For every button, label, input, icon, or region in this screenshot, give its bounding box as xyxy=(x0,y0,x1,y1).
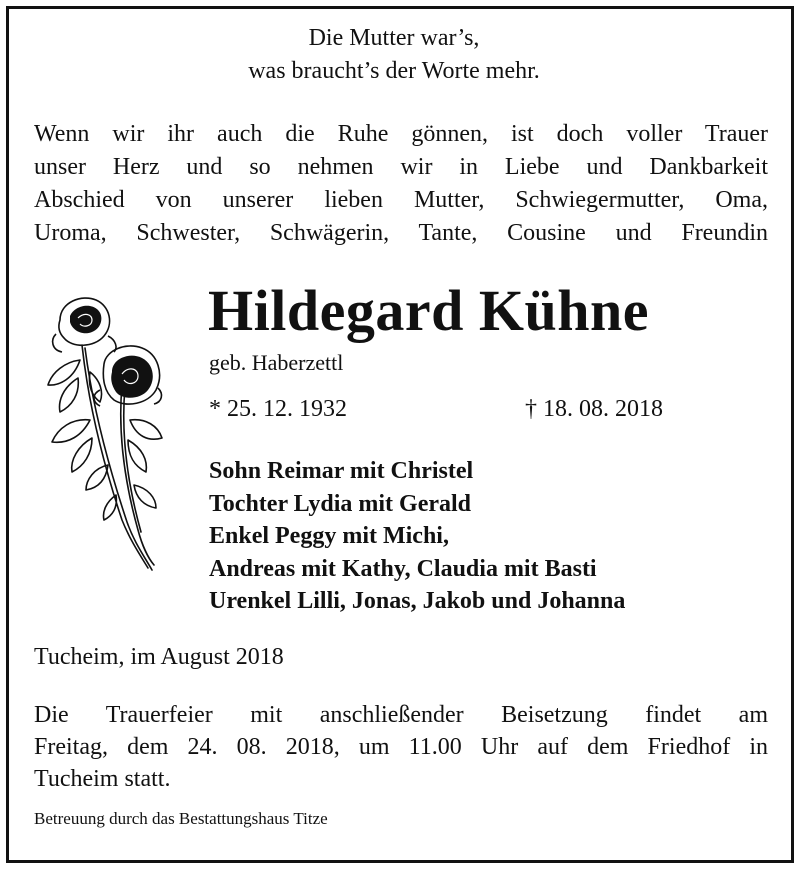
undertaker-credit: Betreuung durch das Bestattungshaus Titze xyxy=(34,809,328,828)
mourner-line: Urenkel Lilli, Jonas, Jakob und Johanna xyxy=(209,588,626,614)
mourner-line: Sohn Reimar mit Christel xyxy=(209,458,474,484)
service-line: Die Trauerfeier mit anschließender Beisetzung findet am xyxy=(34,702,768,728)
service-line: Tucheim statt. xyxy=(34,766,171,792)
funeral-service-text xyxy=(34,699,768,795)
intro-text xyxy=(34,118,768,250)
mourner-line: Enkel Peggy mit Michi, xyxy=(209,523,449,549)
intro-line: unser Herz und so nehmen wir in Liebe und Dankbarkeit xyxy=(34,154,768,180)
motto xyxy=(0,22,788,88)
motto-line-2: was braucht’s der Worte mehr. xyxy=(248,58,540,84)
rose-icon xyxy=(30,290,170,575)
intro-line: Uroma, Schwester, Schwägerin, Tante, Cousine und Freundin xyxy=(34,220,768,246)
deceased-name: Hildegard Kühne xyxy=(208,278,649,343)
mourner-line: Tochter Lydia mit Gerald xyxy=(209,490,472,517)
mourner-line: Andreas mit Kathy, Claudia mit Basti xyxy=(209,555,597,582)
place-date: Tucheim, im August 2018 xyxy=(34,644,284,670)
mourners-list xyxy=(209,455,625,618)
service-line: Freitag, dem 24. 08. 2018, um 11.00 Uhr auf dem Friedhof in xyxy=(34,734,768,760)
motto-line-1: Die Mutter war’s, xyxy=(308,25,480,51)
birth-date: * 25. 12. 1932 xyxy=(209,396,347,422)
death-date: † 18. 08. 2018 xyxy=(525,396,663,422)
intro-line: Abschied von unserer lieben Mutter, Schwiegermutter, Oma, xyxy=(34,187,768,213)
intro-line: Wenn wir ihr auch die Ruhe gönnen, ist doch voller Trauer xyxy=(34,121,768,147)
maiden-name: geb. Haberzettl xyxy=(209,350,344,375)
